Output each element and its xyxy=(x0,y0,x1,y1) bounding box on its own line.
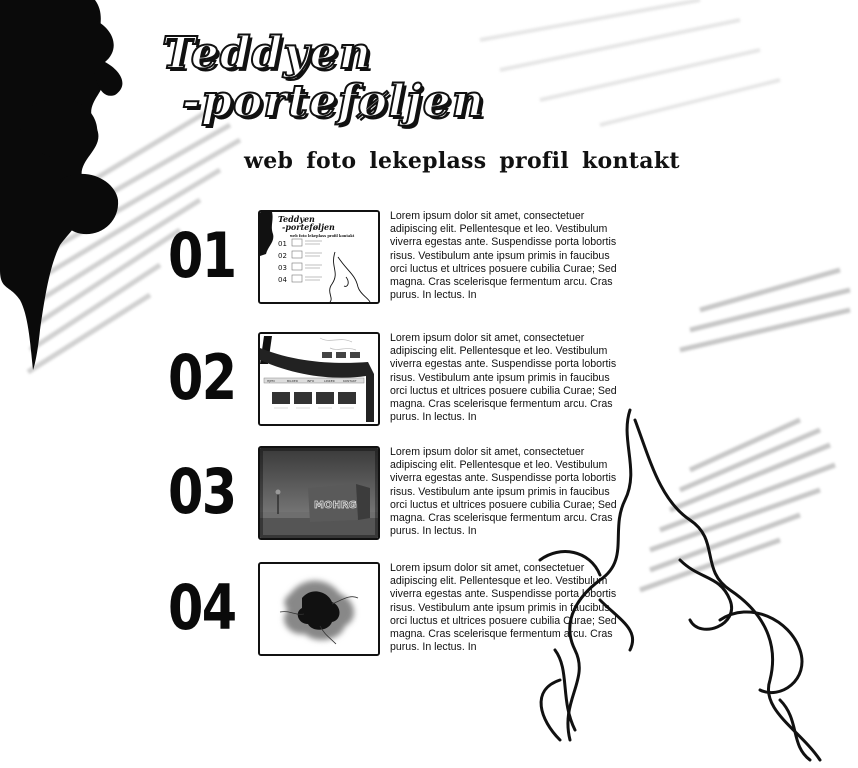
scribble-top-right xyxy=(480,0,780,125)
thumb1-number-3: 03 xyxy=(278,264,287,272)
item-thumbnail[interactable] xyxy=(258,562,380,656)
thumb1-number-2: 02 xyxy=(278,252,287,260)
thumbnail-website-2 xyxy=(260,334,378,424)
nav-item-lekeplass[interactable]: lekeplass xyxy=(369,148,487,174)
thumb2-nav-4: LINKER xyxy=(324,379,335,383)
item-description: Lorem ipsum dolor sit amet, consectetuer adipiscing elit. Pellentesque et leo. Vestibulum viverra egestas ante. Suspendisse porta lobortis risus. Vestibulum ante ipsum primis in faucibus orci luctus et ultrices posuere cubilia Curae; Sed magna. Cras scelerisque fermentum arcu. Cras purus. In lectus. In xyxy=(390,332,617,424)
scribble-right xyxy=(640,270,850,590)
item-thumbnail[interactable] xyxy=(258,332,380,426)
site-logo[interactable] xyxy=(162,30,485,126)
thumb2-nav-5: KONTAKT xyxy=(343,379,357,383)
item-number: 03 xyxy=(168,455,236,528)
portfolio-item-03 xyxy=(168,446,628,566)
thumb1-nav: web foto lekeplass profil kontakt xyxy=(290,234,355,238)
thumb2-nav-2: BILDER xyxy=(287,379,298,383)
nav-item-web[interactable]: web xyxy=(244,148,294,174)
thumb1-logo-line-1: Teddyen xyxy=(278,214,315,224)
portfolio-item-02 xyxy=(168,332,628,452)
item-description: Lorem ipsum dolor sit amet, consectetuer adipiscing elit. Pellentesque et leo. Vestibulum viverra egestas ante. Suspendisse porta lobortis risus. Vestibulum ante ipsum primis in faucibus orci luctus et ultrices posuere cubilia Curae; Sed magna. Cras scelerisque fermentum arcu. Cras purus. In lectus. In xyxy=(390,210,617,302)
thumb1-logo-line-2: -porteføljen xyxy=(282,222,335,232)
item-description: Lorem ipsum dolor sit amet, consectetuer adipiscing elit. Pellentesque et leo. Vestibulum viverra egestas ante. Suspendisse porta lobortis risus. Vestibulum ante ipsum primis in faucibus orci luctus et ultrices posuere cubilia Curae; Sed magna. Cras scelerisque fermentum arcu. Cras purus. In lectus. In xyxy=(390,562,617,654)
thumb3-graffiti: MOHRG xyxy=(314,500,357,511)
nav-item-foto[interactable]: foto xyxy=(306,148,357,174)
item-number: 01 xyxy=(168,219,236,292)
portfolio-item-01 xyxy=(168,210,628,330)
item-number: 04 xyxy=(168,571,236,644)
item-thumbnail[interactable] xyxy=(258,446,380,540)
thumbnail-ink-splash xyxy=(260,564,378,654)
logo-line-1: Teddyen xyxy=(162,28,372,79)
thumb1-number-4: 04 xyxy=(278,276,287,284)
thumbnail-photo-graffiti xyxy=(260,448,378,538)
thumb2-nav-3: INFO xyxy=(307,379,315,383)
portfolio-item-04 xyxy=(168,562,628,682)
item-thumbnail[interactable] xyxy=(258,210,380,304)
item-description: Lorem ipsum dolor sit amet, consectetuer adipiscing elit. Pellentesque et leo. Vestibulum viverra egestas ante. Suspendisse porta lobortis risus. Vestibulum ante ipsum primis in faucibus orci luctus et ultrices posuere cubilia Curae; Sed magna. Cras scelerisque fermentum arcu. Cras purus. In lectus. In xyxy=(390,446,617,538)
nav-item-profil[interactable]: profil xyxy=(499,148,570,174)
thumbnail-website-1 xyxy=(260,212,378,302)
nav-item-kontakt[interactable]: kontakt xyxy=(581,148,680,174)
thumb1-number-1: 01 xyxy=(278,240,287,248)
main-nav xyxy=(244,148,685,174)
item-number: 02 xyxy=(168,341,236,414)
thumb2-nav-1: HJEM xyxy=(267,379,275,383)
logo-line-2: -porteføljen xyxy=(182,76,485,127)
